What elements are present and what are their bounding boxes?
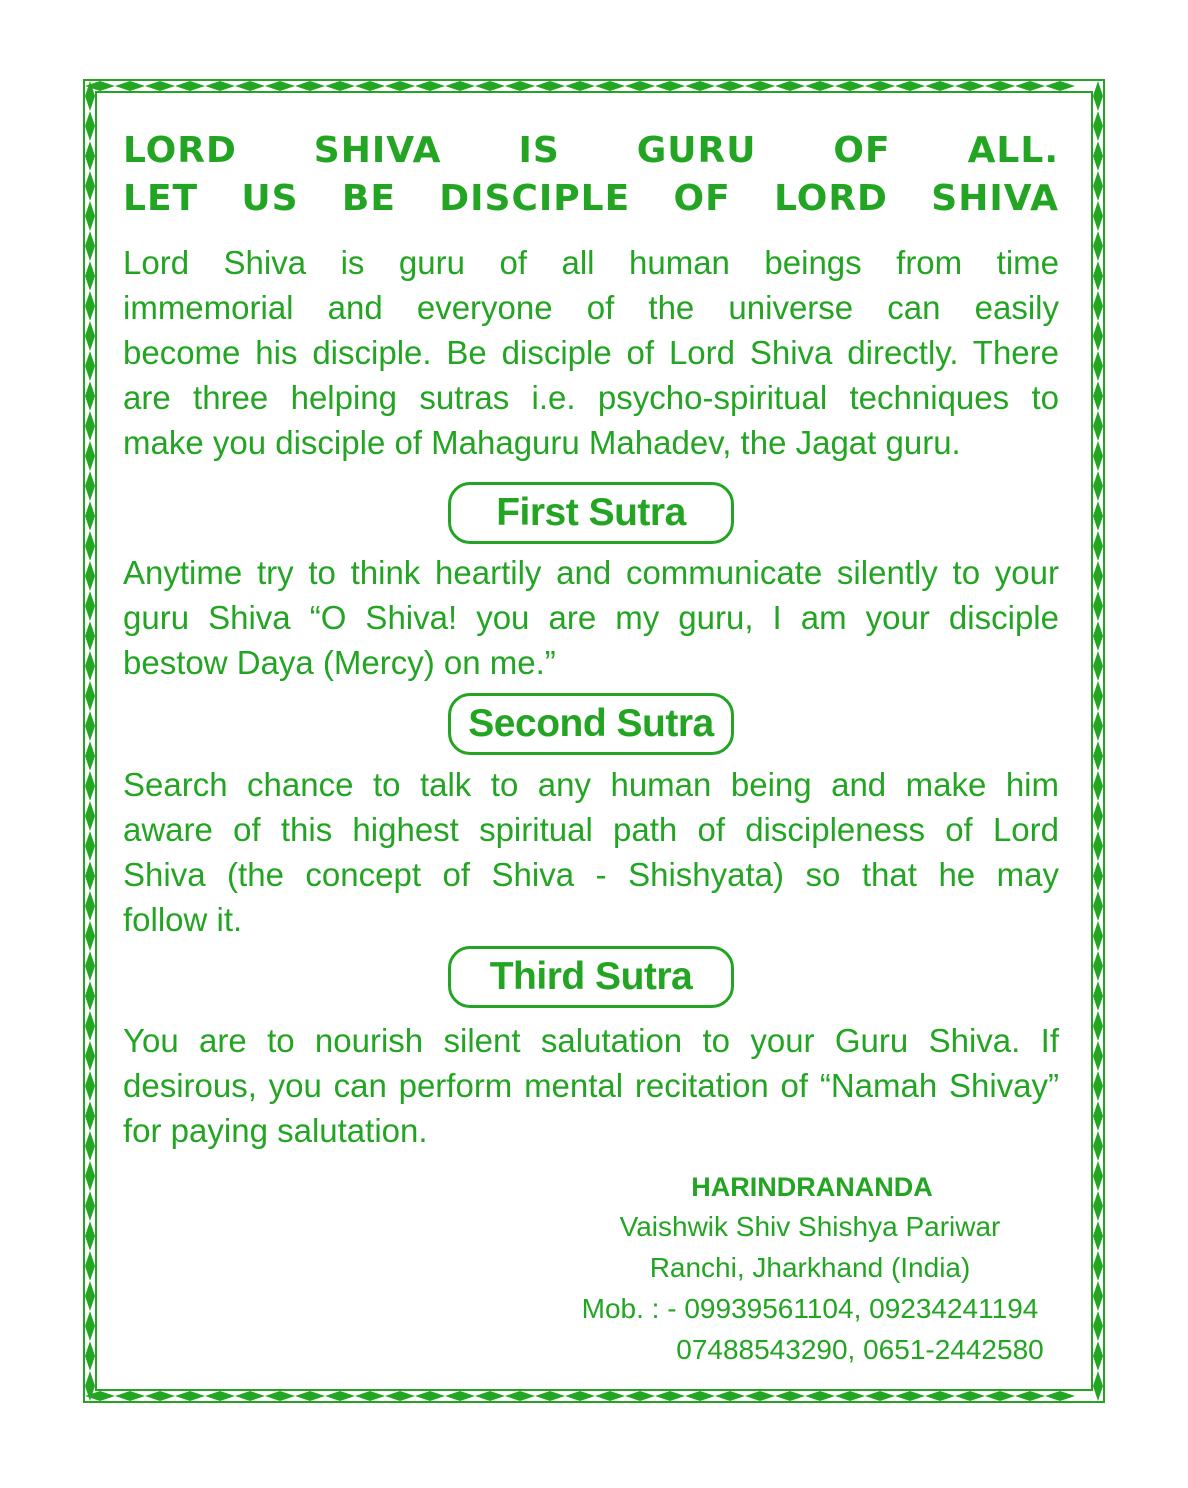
border-diamond — [1093, 921, 1103, 951]
border-diamond — [775, 1391, 805, 1401]
border-diamond — [1093, 141, 1103, 171]
border-diamond — [1093, 651, 1103, 681]
border-diamond — [325, 81, 355, 91]
signature-phones-1: Mob. : - 09939561104, 09234241194 — [581, 1293, 1039, 1324]
border-diamond — [1093, 351, 1103, 381]
intro-line: are three helping sutras i.e. psycho-spiritual techniques to — [123, 379, 1059, 416]
border-diamond — [1093, 891, 1103, 921]
intro-line: Lord Shiva is guru of all human beings from time — [123, 244, 1059, 281]
border-diamond — [1093, 291, 1103, 321]
sutra-line: follow it. — [123, 901, 243, 938]
border-diamond — [955, 1391, 985, 1401]
border-diamond — [1093, 621, 1103, 651]
border-diamond — [865, 81, 895, 91]
border-diamond — [1093, 591, 1103, 621]
border-diamond — [595, 81, 625, 91]
third-sutra-heading: Third Sutra — [448, 946, 734, 1008]
border-diamond — [685, 1391, 715, 1401]
border-diamond — [925, 81, 955, 91]
sutra-line: bestow Daya (Mercy) on me.” — [123, 644, 556, 681]
border-diamond — [685, 81, 715, 91]
signature-phones-2: 07488543290, 0651-2442580 — [676, 1334, 1044, 1365]
border-diamond — [355, 1391, 385, 1401]
border-diamond — [505, 1391, 535, 1401]
border-diamond — [775, 81, 805, 91]
border-diamond — [1093, 531, 1103, 561]
border-diamond — [85, 741, 95, 771]
border-diamond — [625, 1391, 655, 1401]
border-diamond — [1015, 1391, 1045, 1401]
border-diamond — [1093, 441, 1103, 471]
border-diamond — [415, 81, 445, 91]
border-diamond — [895, 81, 925, 91]
border-diamond — [1093, 1371, 1103, 1401]
border-diamond — [355, 81, 385, 91]
border-diamond — [85, 1311, 95, 1341]
border-diamond — [1093, 471, 1103, 501]
border-diamond — [85, 1041, 95, 1071]
sutra-line: aware of this highest spiritual path of discipleness of Lord — [123, 811, 1059, 848]
border-diamond — [85, 981, 95, 1011]
sutra-line: Anytime try to think heartily and communicate silently to your — [123, 554, 1059, 591]
signature-name: HARINDRANANDA — [691, 1172, 933, 1202]
border-diamond — [385, 1391, 415, 1401]
border-diamond — [85, 621, 95, 651]
border-diamond — [115, 81, 145, 91]
border-diamond — [1093, 171, 1103, 201]
border-diamond — [85, 381, 95, 411]
border-diamond — [85, 111, 95, 141]
border-diamond — [625, 81, 655, 91]
border-diamond — [415, 1391, 445, 1401]
border-diamond — [1015, 81, 1045, 91]
intro-paragraph — [123, 240, 1059, 465]
border-diamond — [85, 501, 95, 531]
border-diamond — [85, 1251, 95, 1281]
border-diamond — [745, 81, 775, 91]
border-diamond — [1093, 1251, 1103, 1281]
border-diamond — [1093, 681, 1103, 711]
border-diamond — [1093, 1011, 1103, 1041]
border-diamond — [565, 1391, 595, 1401]
border-diamond — [655, 1391, 685, 1401]
border-diamond — [445, 1391, 475, 1401]
border-diamond — [505, 81, 535, 91]
signature-organization: Vaishwik Shiv Shishya Pariwar — [619, 1211, 1001, 1242]
border-diamond — [325, 1391, 355, 1401]
border-diamond — [85, 711, 95, 741]
border-diamond — [565, 81, 595, 91]
border-diamond — [1093, 801, 1103, 831]
border-diamond — [1093, 321, 1103, 351]
border-diamond — [85, 201, 95, 231]
border-diamond — [175, 81, 205, 91]
border-diamond — [205, 81, 235, 91]
border-diamond — [1045, 81, 1075, 91]
border-diamond — [985, 1391, 1015, 1401]
border-diamond — [85, 141, 95, 171]
border-diamond — [85, 1101, 95, 1131]
border-diamond — [235, 1391, 265, 1401]
border-diamond — [85, 831, 95, 861]
border-diamond — [1093, 261, 1103, 291]
border-diamond — [85, 921, 95, 951]
border-diamond — [145, 81, 175, 91]
border-diamond — [1093, 1071, 1103, 1101]
border-diamond — [85, 1011, 95, 1041]
border-diamond — [85, 291, 95, 321]
border-diamond — [145, 1391, 175, 1401]
border-diamond — [85, 531, 95, 561]
border-diamond — [865, 1391, 895, 1401]
border-diamond — [955, 81, 985, 91]
border-diamond — [1093, 1131, 1103, 1161]
border-diamond — [475, 81, 505, 91]
border-diamond — [265, 1391, 295, 1401]
border-diamond — [265, 81, 295, 91]
second-sutra-heading: Second Sutra — [448, 693, 734, 755]
border-diamond — [85, 591, 95, 621]
border-diamond — [115, 1391, 145, 1401]
border-diamond — [85, 1341, 95, 1371]
border-diamond — [85, 441, 95, 471]
border-diamond — [295, 1391, 325, 1401]
border-diamond — [1045, 1391, 1075, 1401]
border-diamond — [715, 81, 745, 91]
border-diamond — [175, 1391, 205, 1401]
border-diamond — [1093, 231, 1103, 261]
second-sutra-text — [123, 762, 1059, 942]
border-diamond — [85, 1131, 95, 1161]
border-diamond — [85, 471, 95, 501]
intro-line: make you disciple of Mahaguru Mahadev, the Jagat guru. — [123, 424, 961, 461]
border-diamond — [475, 1391, 505, 1401]
border-diamond — [1093, 741, 1103, 771]
border-diamond — [85, 771, 95, 801]
border-diamond — [1093, 861, 1103, 891]
sutra-line: You are to nourish silent salutation to your Guru Shiva. If — [123, 1022, 1059, 1059]
border-diamond — [895, 1391, 925, 1401]
border-diamond — [1093, 1041, 1103, 1071]
border-diamond — [535, 81, 565, 91]
border-diamond — [1093, 981, 1103, 1011]
border-diamond — [385, 81, 415, 91]
sutra-line: desirous, you can perform mental recitation of “Namah Shivay” — [123, 1067, 1059, 1104]
border-diamond — [1093, 411, 1103, 441]
border-diamond — [85, 801, 95, 831]
third-sutra-text — [123, 1018, 1059, 1153]
first-sutra-heading: First Sutra — [448, 482, 734, 544]
border-diamond — [1093, 1191, 1103, 1221]
border-diamond — [805, 1391, 835, 1401]
border-diamond — [85, 681, 95, 711]
border-diamond — [85, 351, 95, 381]
border-diamond — [85, 951, 95, 981]
sutra-line: Shiva (the concept of Shiva - Shishyata) so that he may — [123, 856, 1059, 893]
border-diamond — [85, 171, 95, 201]
first-sutra-text — [123, 550, 1059, 685]
border-diamond — [1093, 501, 1103, 531]
border-diamond — [1093, 951, 1103, 981]
border-diamond — [295, 81, 325, 91]
border-diamond — [235, 81, 265, 91]
border-diamond — [985, 81, 1015, 91]
intro-line: become his disciple. Be disciple of Lord Shiva directly. There — [123, 334, 1059, 371]
border-diamond — [805, 81, 835, 91]
border-diamond — [1093, 711, 1103, 741]
border-diamond — [835, 81, 865, 91]
border-diamond — [85, 561, 95, 591]
border-diamond — [535, 1391, 565, 1401]
border-diamond — [1093, 111, 1103, 141]
border-diamond — [1093, 1161, 1103, 1191]
border-diamond — [85, 231, 95, 261]
border-diamond — [1093, 831, 1103, 861]
border-diamond — [85, 1071, 95, 1101]
border-diamond — [1093, 771, 1103, 801]
border-diamond — [1093, 561, 1103, 591]
sutra-line: Search chance to talk to any human being and make him — [123, 766, 1059, 803]
border-diamond — [745, 1391, 775, 1401]
border-diamond — [1093, 1101, 1103, 1131]
sutra-line: for paying salutation. — [123, 1112, 428, 1149]
border-diamond — [655, 81, 685, 91]
border-diamond — [85, 411, 95, 441]
border-diamond — [1093, 201, 1103, 231]
border-diamond — [85, 1221, 95, 1251]
border-diamond — [85, 261, 95, 291]
border-diamond — [715, 1391, 745, 1401]
headline-line-2: LET US BE DISCIPLE OF LORD SHIVA — [123, 178, 1059, 219]
border-diamond — [835, 1391, 865, 1401]
border-diamond — [85, 321, 95, 351]
border-diamond — [85, 1161, 95, 1191]
border-diamond — [595, 1391, 625, 1401]
border-diamond — [1093, 81, 1103, 111]
border-diamond — [1093, 381, 1103, 411]
border-diamond — [85, 651, 95, 681]
border-diamond — [205, 1391, 235, 1401]
sutra-line: guru Shiva “O Shiva! you are my guru, I am your disciple — [123, 599, 1059, 636]
border-diamond — [445, 81, 475, 91]
border-diamond — [85, 1191, 95, 1221]
border-diamond — [1093, 1221, 1103, 1251]
border-diamond — [925, 1391, 955, 1401]
signature-location: Ranchi, Jharkhand (India) — [649, 1252, 971, 1283]
headline-line-1: LORD SHIVA IS GURU OF ALL. — [123, 130, 1059, 171]
border-diamond — [85, 861, 95, 891]
intro-line: immemorial and everyone of the universe can easily — [123, 289, 1059, 326]
border-diamond — [85, 891, 95, 921]
border-diamond — [85, 1281, 95, 1311]
